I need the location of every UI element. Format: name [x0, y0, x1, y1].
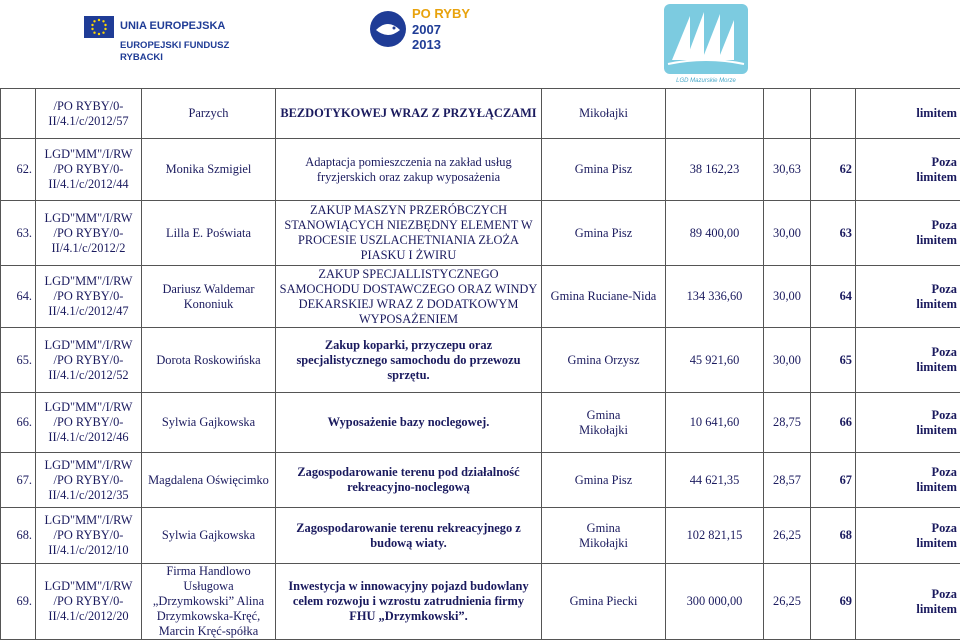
amount: 44 621,35 [666, 453, 764, 508]
amount: 134 336,60 [666, 266, 764, 328]
sailboat-emblem-icon [660, 2, 752, 78]
row-number: 68. [1, 508, 36, 564]
application-number: LGD"MM"/I/RW /PO RYBY/0- II/4.1/c/2012/46 [36, 393, 142, 453]
eu-logo-line1: UNIA EUROPEJSKA [120, 20, 226, 32]
location: Gmina Pisz [542, 453, 666, 508]
limit-status: Poza limitem [856, 564, 960, 640]
limit-status: Poza limitem [856, 266, 960, 328]
score: 28,57 [764, 453, 811, 508]
applicant-name: Monika Szmigiel [142, 139, 276, 201]
lgd-mazurskie-morze-logo [660, 2, 752, 90]
row-number: 63. [1, 201, 36, 266]
application-number: LGD"MM"/I/RW /PO RYBY/0- II/4.1/c/2012/35 [36, 453, 142, 508]
ranking-table [0, 88, 960, 640]
operation-title: ZAKUP MASZYN PRZERÓBCZYCH STANOWIĄCYCH NIEZBĘDNY ELEMENT W PROCESIE USZLACHETNIANIA ZŁOŻA PIASKU I ŻWIRU [276, 201, 542, 266]
position: 66 [811, 393, 856, 453]
po-ryby-line2: 2007 [412, 22, 441, 37]
applicant-name: Magdalena Oświęcimko [142, 453, 276, 508]
score: 30,00 [764, 266, 811, 328]
applicant-name: Firma Handlowo Usługowa „Drzymkowski” Alina Drzymkowska-Kręć, Marcin Kręć-spółka [142, 564, 276, 640]
document-header [0, 0, 960, 90]
fish-emblem-icon [368, 6, 408, 52]
limit-status: Poza limitem [856, 139, 960, 201]
location: Gmina Mikołajki [542, 508, 666, 564]
position: 62 [811, 139, 856, 201]
application-number: LGD"MM"/I/RW /PO RYBY/0- II/4.1/c/2012/10 [36, 508, 142, 564]
position: 69 [811, 564, 856, 640]
applicant-name: Sylwia Gajkowska [142, 393, 276, 453]
table-row [1, 453, 960, 508]
table-row [1, 508, 960, 564]
operation-title: BEZDOTYKOWEJ WRAZ Z PRZYŁĄCZAMI [276, 89, 542, 139]
application-number: LGD"MM"/I/RW /PO RYBY/0- II/4.1/c/2012/44 [36, 139, 142, 201]
location: Gmina Orzysz [542, 328, 666, 393]
lgd-caption: LGD Mazurskie Morze [676, 78, 736, 84]
operation-title: Inwestycja w innowacyjny pojazd budowlany celem rozwoju i wzrostu zatrudnienia firmy FHU „Drzymkowski”. [276, 564, 542, 640]
application-number: LGD"MM"/I/RW /PO RYBY/0- II/4.1/c/2012/20 [36, 564, 142, 640]
location: Gmina Pisz [542, 139, 666, 201]
eu-logo-line2: EUROPEJSKI FUNDUSZ [120, 40, 230, 51]
application-number: LGD"MM"/I/RW /PO RYBY/0- II/4.1/c/2012/52 [36, 328, 142, 393]
po-ryby-line3: 2013 [412, 37, 441, 52]
applicant-name: Dorota Roskowińska [142, 328, 276, 393]
location: Gmina Piecki [542, 564, 666, 640]
amount: 89 400,00 [666, 201, 764, 266]
score: 30,00 [764, 328, 811, 393]
po-ryby-logo [368, 2, 478, 70]
score: 30,00 [764, 201, 811, 266]
table-row [1, 564, 960, 640]
po-ryby-line1: PO RYBY [412, 6, 471, 21]
amount: 38 162,23 [666, 139, 764, 201]
amount: 102 821,15 [666, 508, 764, 564]
limit-status: Poza limitem [856, 328, 960, 393]
application-number: LGD"MM"/I/RW /PO RYBY/0- II/4.1/c/2012/2 [36, 201, 142, 266]
amount: 300 000,00 [666, 564, 764, 640]
position: 65 [811, 328, 856, 393]
limit-status: Poza limitem [856, 201, 960, 266]
table-row [1, 266, 960, 328]
application-number: /PO RYBY/0- II/4.1/c/2012/57 [36, 89, 142, 139]
table-row [1, 201, 960, 266]
score: 26,25 [764, 564, 811, 640]
application-number: LGD"MM"/I/RW /PO RYBY/0- II/4.1/c/2012/47 [36, 266, 142, 328]
operation-title: Zakup koparki, przyczepu oraz specjalistycznego samochodu do przewozu sprzętu. [276, 328, 542, 393]
score: 26,25 [764, 508, 811, 564]
position [811, 89, 856, 139]
applicant-name: Sylwia Gajkowska [142, 508, 276, 564]
location: Gmina Ruciane-Nida [542, 266, 666, 328]
applicant-name: Lilla E. Poświata [142, 201, 276, 266]
applicant-name: Dariusz Waldemar Kononiuk [142, 266, 276, 328]
limit-status: Poza limitem [856, 393, 960, 453]
amount [666, 89, 764, 139]
eu-fisheries-fund-logo [84, 6, 230, 64]
position: 67 [811, 453, 856, 508]
table-row [1, 328, 960, 393]
amount: 45 921,60 [666, 328, 764, 393]
eu-logo-line3: RYBACKI [120, 52, 163, 63]
position: 64 [811, 266, 856, 328]
row-number: 62. [1, 139, 36, 201]
operation-title: Zagospodarowanie terenu pod działalność rekreacyjno-noclegową [276, 453, 542, 508]
operation-title: Wyposażenie bazy noclegowej. [276, 393, 542, 453]
score: 28,75 [764, 393, 811, 453]
limit-status: Poza limitem [856, 453, 960, 508]
row-number: 66. [1, 393, 36, 453]
table-row [1, 393, 960, 453]
row-number: 69. [1, 564, 36, 640]
operation-title: Zagospodarowanie terenu rekreacyjnego z budową wiaty. [276, 508, 542, 564]
position: 63 [811, 201, 856, 266]
row-number: 67. [1, 453, 36, 508]
operation-title: ZAKUP SPECJALLISTYCZNEGO SAMOCHODU DOSTAWCZEGO ORAZ WINDY DEKARSKIEJ WRAZ Z DODATKOWYM WYPOSAŻENIEM [276, 266, 542, 328]
score: 30,63 [764, 139, 811, 201]
location: Mikołajki [542, 89, 666, 139]
location: Gmina Mikołajki [542, 393, 666, 453]
amount: 10 641,60 [666, 393, 764, 453]
row-number: 64. [1, 266, 36, 328]
location: Gmina Pisz [542, 201, 666, 266]
limit-status: limitem [856, 89, 960, 139]
limit-status: Poza limitem [856, 508, 960, 564]
operation-title: Adaptacja pomieszczenia na zakład usług fryzjerskich oraz zakup wyposażenia [276, 139, 542, 201]
applicant-name: Parzych [142, 89, 276, 139]
row-number [1, 89, 36, 139]
eu-flag-icon [84, 12, 114, 42]
table-row [1, 89, 960, 139]
row-number: 65. [1, 328, 36, 393]
score [764, 89, 811, 139]
table-row [1, 139, 960, 201]
position: 68 [811, 508, 856, 564]
